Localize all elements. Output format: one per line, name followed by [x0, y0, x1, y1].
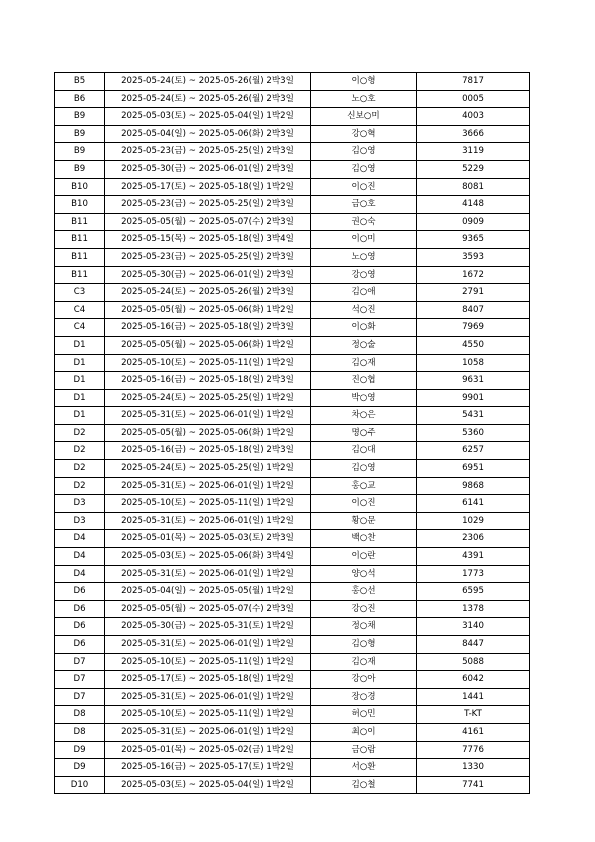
table-row — [55, 530, 530, 548]
guest-name-cell: 노○호 — [311, 90, 417, 108]
table-row — [55, 407, 530, 425]
table-row — [55, 600, 530, 618]
stay-period-cell: 2025-05-10(토) ~ 2025-05-11(일) 1박2일 — [105, 706, 311, 724]
site-cell: D2 — [55, 442, 105, 460]
table-row — [55, 688, 530, 706]
stay-period-cell: 2025-05-03(토) ~ 2025-05-04(일) 1박2일 — [105, 108, 311, 126]
table-row — [55, 618, 530, 636]
site-cell: D7 — [55, 653, 105, 671]
guest-name-cell: 석○진 — [311, 301, 417, 319]
guest-name-cell: 홍○교 — [311, 477, 417, 495]
stay-period-cell: 2025-05-04(일) ~ 2025-05-06(화) 2박3일 — [105, 125, 311, 143]
phone-last4-cell: 1378 — [417, 600, 530, 618]
site-cell: B10 — [55, 178, 105, 196]
phone-last4-cell: 7776 — [417, 741, 530, 759]
stay-period-cell: 2025-05-01(목) ~ 2025-05-02(금) 1박2일 — [105, 741, 311, 759]
site-cell: B9 — [55, 108, 105, 126]
site-cell: B11 — [55, 248, 105, 266]
stay-period-cell: 2025-05-05(월) ~ 2025-05-06(화) 1박2일 — [105, 424, 311, 442]
guest-name-cell: 김○재 — [311, 354, 417, 372]
site-cell: B9 — [55, 125, 105, 143]
site-cell: D7 — [55, 688, 105, 706]
guest-name-cell: 허○민 — [311, 706, 417, 724]
reservation-table-body — [55, 73, 530, 794]
table-row — [55, 671, 530, 689]
guest-name-cell: 권○숙 — [311, 213, 417, 231]
phone-last4-cell: 9901 — [417, 389, 530, 407]
site-cell: D2 — [55, 424, 105, 442]
site-cell: D1 — [55, 389, 105, 407]
site-cell: D6 — [55, 636, 105, 654]
guest-name-cell: 김○대 — [311, 442, 417, 460]
phone-last4-cell: 4148 — [417, 196, 530, 214]
table-row — [55, 73, 530, 91]
site-cell: B11 — [55, 213, 105, 231]
guest-name-cell: 노○영 — [311, 248, 417, 266]
site-cell: C3 — [55, 284, 105, 302]
stay-period-cell: 2025-05-30(금) ~ 2025-06-01(일) 2박3일 — [105, 266, 311, 284]
guest-name-cell: 장○경 — [311, 688, 417, 706]
table-row — [55, 548, 530, 566]
table-row — [55, 723, 530, 741]
phone-last4-cell: 5229 — [417, 160, 530, 178]
table-row — [55, 442, 530, 460]
phone-last4-cell: 8407 — [417, 301, 530, 319]
site-cell: C4 — [55, 319, 105, 337]
phone-last4-cell: 2791 — [417, 284, 530, 302]
stay-period-cell: 2025-05-24(토) ~ 2025-05-26(월) 2박3일 — [105, 73, 311, 91]
guest-name-cell: 강○혁 — [311, 125, 417, 143]
site-cell: D2 — [55, 477, 105, 495]
reservation-table — [54, 72, 530, 794]
guest-name-cell: 황○문 — [311, 512, 417, 530]
table-row — [55, 90, 530, 108]
guest-name-cell: 정○채 — [311, 618, 417, 636]
table-row — [55, 776, 530, 794]
guest-name-cell: 홍○선 — [311, 583, 417, 601]
site-cell: D1 — [55, 354, 105, 372]
site-cell: D7 — [55, 671, 105, 689]
phone-last4-cell: 9868 — [417, 477, 530, 495]
table-row — [55, 636, 530, 654]
guest-name-cell: 김○영 — [311, 160, 417, 178]
table-row — [55, 213, 530, 231]
stay-period-cell: 2025-05-31(토) ~ 2025-06-01(일) 1박2일 — [105, 688, 311, 706]
guest-name-cell: 김○철 — [311, 776, 417, 794]
phone-last4-cell: 1029 — [417, 512, 530, 530]
phone-last4-cell: 5431 — [417, 407, 530, 425]
guest-name-cell: 신보○미 — [311, 108, 417, 126]
phone-last4-cell: 5360 — [417, 424, 530, 442]
phone-last4-cell: 6257 — [417, 442, 530, 460]
site-cell: D6 — [55, 600, 105, 618]
guest-name-cell: 이○진 — [311, 495, 417, 513]
table-row — [55, 460, 530, 478]
stay-period-cell: 2025-05-16(금) ~ 2025-05-18(일) 2박3일 — [105, 319, 311, 337]
guest-name-cell: 이○진 — [311, 178, 417, 196]
phone-last4-cell: 1773 — [417, 565, 530, 583]
site-cell: D1 — [55, 407, 105, 425]
phone-last4-cell: 3119 — [417, 143, 530, 161]
guest-name-cell: 김○영 — [311, 143, 417, 161]
phone-last4-cell: 4391 — [417, 548, 530, 566]
stay-period-cell: 2025-05-16(금) ~ 2025-05-17(토) 1박2일 — [105, 759, 311, 777]
table-row — [55, 160, 530, 178]
site-cell: D4 — [55, 530, 105, 548]
stay-period-cell: 2025-05-10(토) ~ 2025-05-11(일) 1박2일 — [105, 653, 311, 671]
table-row — [55, 653, 530, 671]
site-cell: D2 — [55, 460, 105, 478]
table-row — [55, 196, 530, 214]
phone-last4-cell: 4161 — [417, 723, 530, 741]
stay-period-cell: 2025-05-17(토) ~ 2025-05-18(일) 1박2일 — [105, 178, 311, 196]
phone-last4-cell: 3666 — [417, 125, 530, 143]
stay-period-cell: 2025-05-05(월) ~ 2025-05-07(수) 2박3일 — [105, 213, 311, 231]
phone-last4-cell: 3593 — [417, 248, 530, 266]
phone-last4-cell: 2306 — [417, 530, 530, 548]
guest-name-cell: 강○아 — [311, 671, 417, 689]
phone-last4-cell: 0909 — [417, 213, 530, 231]
table-row — [55, 354, 530, 372]
table-row — [55, 372, 530, 390]
table-row — [55, 583, 530, 601]
phone-last4-cell: T-KT — [417, 706, 530, 724]
table-row — [55, 741, 530, 759]
site-cell: D3 — [55, 512, 105, 530]
table-row — [55, 248, 530, 266]
site-cell: B11 — [55, 266, 105, 284]
site-cell: B9 — [55, 160, 105, 178]
phone-last4-cell: 6141 — [417, 495, 530, 513]
guest-name-cell: 진○협 — [311, 372, 417, 390]
site-cell: D1 — [55, 336, 105, 354]
phone-last4-cell: 7817 — [417, 73, 530, 91]
site-cell: D4 — [55, 565, 105, 583]
site-cell: C4 — [55, 301, 105, 319]
stay-period-cell: 2025-05-23(금) ~ 2025-05-25(일) 2박3일 — [105, 143, 311, 161]
stay-period-cell: 2025-05-10(토) ~ 2025-05-11(일) 1박2일 — [105, 495, 311, 513]
stay-period-cell: 2025-05-24(토) ~ 2025-05-25(일) 1박2일 — [105, 460, 311, 478]
guest-name-cell: 김○영 — [311, 460, 417, 478]
guest-name-cell: 김○형 — [311, 636, 417, 654]
stay-period-cell: 2025-05-23(금) ~ 2025-05-25(일) 2박3일 — [105, 248, 311, 266]
stay-period-cell: 2025-05-05(월) ~ 2025-05-06(화) 1박2일 — [105, 336, 311, 354]
table-row — [55, 284, 530, 302]
phone-last4-cell: 4003 — [417, 108, 530, 126]
stay-period-cell: 2025-05-30(금) ~ 2025-05-31(토) 1박2일 — [105, 618, 311, 636]
phone-last4-cell: 9631 — [417, 372, 530, 390]
stay-period-cell: 2025-05-31(토) ~ 2025-06-01(일) 1박2일 — [105, 512, 311, 530]
site-cell: D8 — [55, 723, 105, 741]
phone-last4-cell: 4550 — [417, 336, 530, 354]
stay-period-cell: 2025-05-03(토) ~ 2025-05-06(화) 3박4일 — [105, 548, 311, 566]
stay-period-cell: 2025-05-17(토) ~ 2025-05-18(일) 1박2일 — [105, 671, 311, 689]
stay-period-cell: 2025-05-31(토) ~ 2025-06-01(일) 1박2일 — [105, 636, 311, 654]
stay-period-cell: 2025-05-05(월) ~ 2025-05-07(수) 2박3일 — [105, 600, 311, 618]
stay-period-cell: 2025-05-04(일) ~ 2025-05-05(월) 1박2일 — [105, 583, 311, 601]
stay-period-cell: 2025-05-31(토) ~ 2025-06-01(일) 1박2일 — [105, 477, 311, 495]
site-cell: D9 — [55, 759, 105, 777]
phone-last4-cell: 6951 — [417, 460, 530, 478]
guest-name-cell: 김○재 — [311, 653, 417, 671]
phone-last4-cell: 7969 — [417, 319, 530, 337]
guest-name-cell: 박○영 — [311, 389, 417, 407]
site-cell: B11 — [55, 231, 105, 249]
site-cell: D6 — [55, 583, 105, 601]
guest-name-cell: 이○미 — [311, 231, 417, 249]
site-cell: D8 — [55, 706, 105, 724]
table-row — [55, 301, 530, 319]
phone-last4-cell: 5088 — [417, 653, 530, 671]
table-row — [55, 565, 530, 583]
phone-last4-cell: 1672 — [417, 266, 530, 284]
guest-name-cell: 정○술 — [311, 336, 417, 354]
stay-period-cell: 2025-05-16(금) ~ 2025-05-18(일) 2박3일 — [105, 372, 311, 390]
stay-period-cell: 2025-05-16(금) ~ 2025-05-18(일) 2박3일 — [105, 442, 311, 460]
site-cell: D4 — [55, 548, 105, 566]
stay-period-cell: 2025-05-10(토) ~ 2025-05-11(일) 1박2일 — [105, 354, 311, 372]
phone-last4-cell: 0005 — [417, 90, 530, 108]
table-row — [55, 125, 530, 143]
table-row — [55, 319, 530, 337]
stay-period-cell: 2025-05-05(월) ~ 2025-05-06(화) 1박2일 — [105, 301, 311, 319]
guest-name-cell: 이○형 — [311, 73, 417, 91]
table-row — [55, 477, 530, 495]
stay-period-cell: 2025-05-24(토) ~ 2025-05-26(월) 2박3일 — [105, 90, 311, 108]
site-cell: D6 — [55, 618, 105, 636]
site-cell: D10 — [55, 776, 105, 794]
site-cell: B10 — [55, 196, 105, 214]
table-row — [55, 389, 530, 407]
stay-period-cell: 2025-05-31(토) ~ 2025-06-01(일) 1박2일 — [105, 565, 311, 583]
phone-last4-cell: 7741 — [417, 776, 530, 794]
table-row — [55, 759, 530, 777]
stay-period-cell: 2025-05-31(토) ~ 2025-06-01(일) 1박2일 — [105, 723, 311, 741]
site-cell: B5 — [55, 73, 105, 91]
phone-last4-cell: 8081 — [417, 178, 530, 196]
table-row — [55, 336, 530, 354]
guest-name-cell: 이○화 — [311, 319, 417, 337]
table-row — [55, 178, 530, 196]
table-row — [55, 266, 530, 284]
table-row — [55, 424, 530, 442]
guest-name-cell: 최○이 — [311, 723, 417, 741]
guest-name-cell: 서○환 — [311, 759, 417, 777]
guest-name-cell: 강○영 — [311, 266, 417, 284]
table-row — [55, 108, 530, 126]
phone-last4-cell: 1441 — [417, 688, 530, 706]
stay-period-cell: 2025-05-31(토) ~ 2025-06-01(일) 1박2일 — [105, 407, 311, 425]
stay-period-cell: 2025-05-01(목) ~ 2025-05-03(토) 2박3일 — [105, 530, 311, 548]
guest-name-cell: 금○호 — [311, 196, 417, 214]
guest-name-cell: 강○진 — [311, 600, 417, 618]
guest-name-cell: 이○란 — [311, 548, 417, 566]
table-row — [55, 495, 530, 513]
phone-last4-cell: 8447 — [417, 636, 530, 654]
phone-last4-cell: 3140 — [417, 618, 530, 636]
site-cell: D3 — [55, 495, 105, 513]
stay-period-cell: 2025-05-15(목) ~ 2025-05-18(일) 3박4일 — [105, 231, 311, 249]
site-cell: B9 — [55, 143, 105, 161]
site-cell: D1 — [55, 372, 105, 390]
phone-last4-cell: 6595 — [417, 583, 530, 601]
stay-period-cell: 2025-05-24(토) ~ 2025-05-25(일) 1박2일 — [105, 389, 311, 407]
table-row — [55, 231, 530, 249]
stay-period-cell: 2025-05-23(금) ~ 2025-05-25(일) 2박3일 — [105, 196, 311, 214]
guest-name-cell: 양○석 — [311, 565, 417, 583]
site-cell: B6 — [55, 90, 105, 108]
table-row — [55, 143, 530, 161]
guest-name-cell: 차○은 — [311, 407, 417, 425]
stay-period-cell: 2025-05-03(토) ~ 2025-05-04(일) 1박2일 — [105, 776, 311, 794]
guest-name-cell: 명○주 — [311, 424, 417, 442]
phone-last4-cell: 6042 — [417, 671, 530, 689]
table-row — [55, 706, 530, 724]
guest-name-cell: 김○애 — [311, 284, 417, 302]
table-row — [55, 512, 530, 530]
site-cell: D9 — [55, 741, 105, 759]
guest-name-cell: 백○찬 — [311, 530, 417, 548]
stay-period-cell: 2025-05-30(금) ~ 2025-06-01(일) 2박3일 — [105, 160, 311, 178]
phone-last4-cell: 1330 — [417, 759, 530, 777]
stay-period-cell: 2025-05-24(토) ~ 2025-05-26(월) 2박3일 — [105, 284, 311, 302]
guest-name-cell: 금○람 — [311, 741, 417, 759]
phone-last4-cell: 1058 — [417, 354, 530, 372]
phone-last4-cell: 9365 — [417, 231, 530, 249]
